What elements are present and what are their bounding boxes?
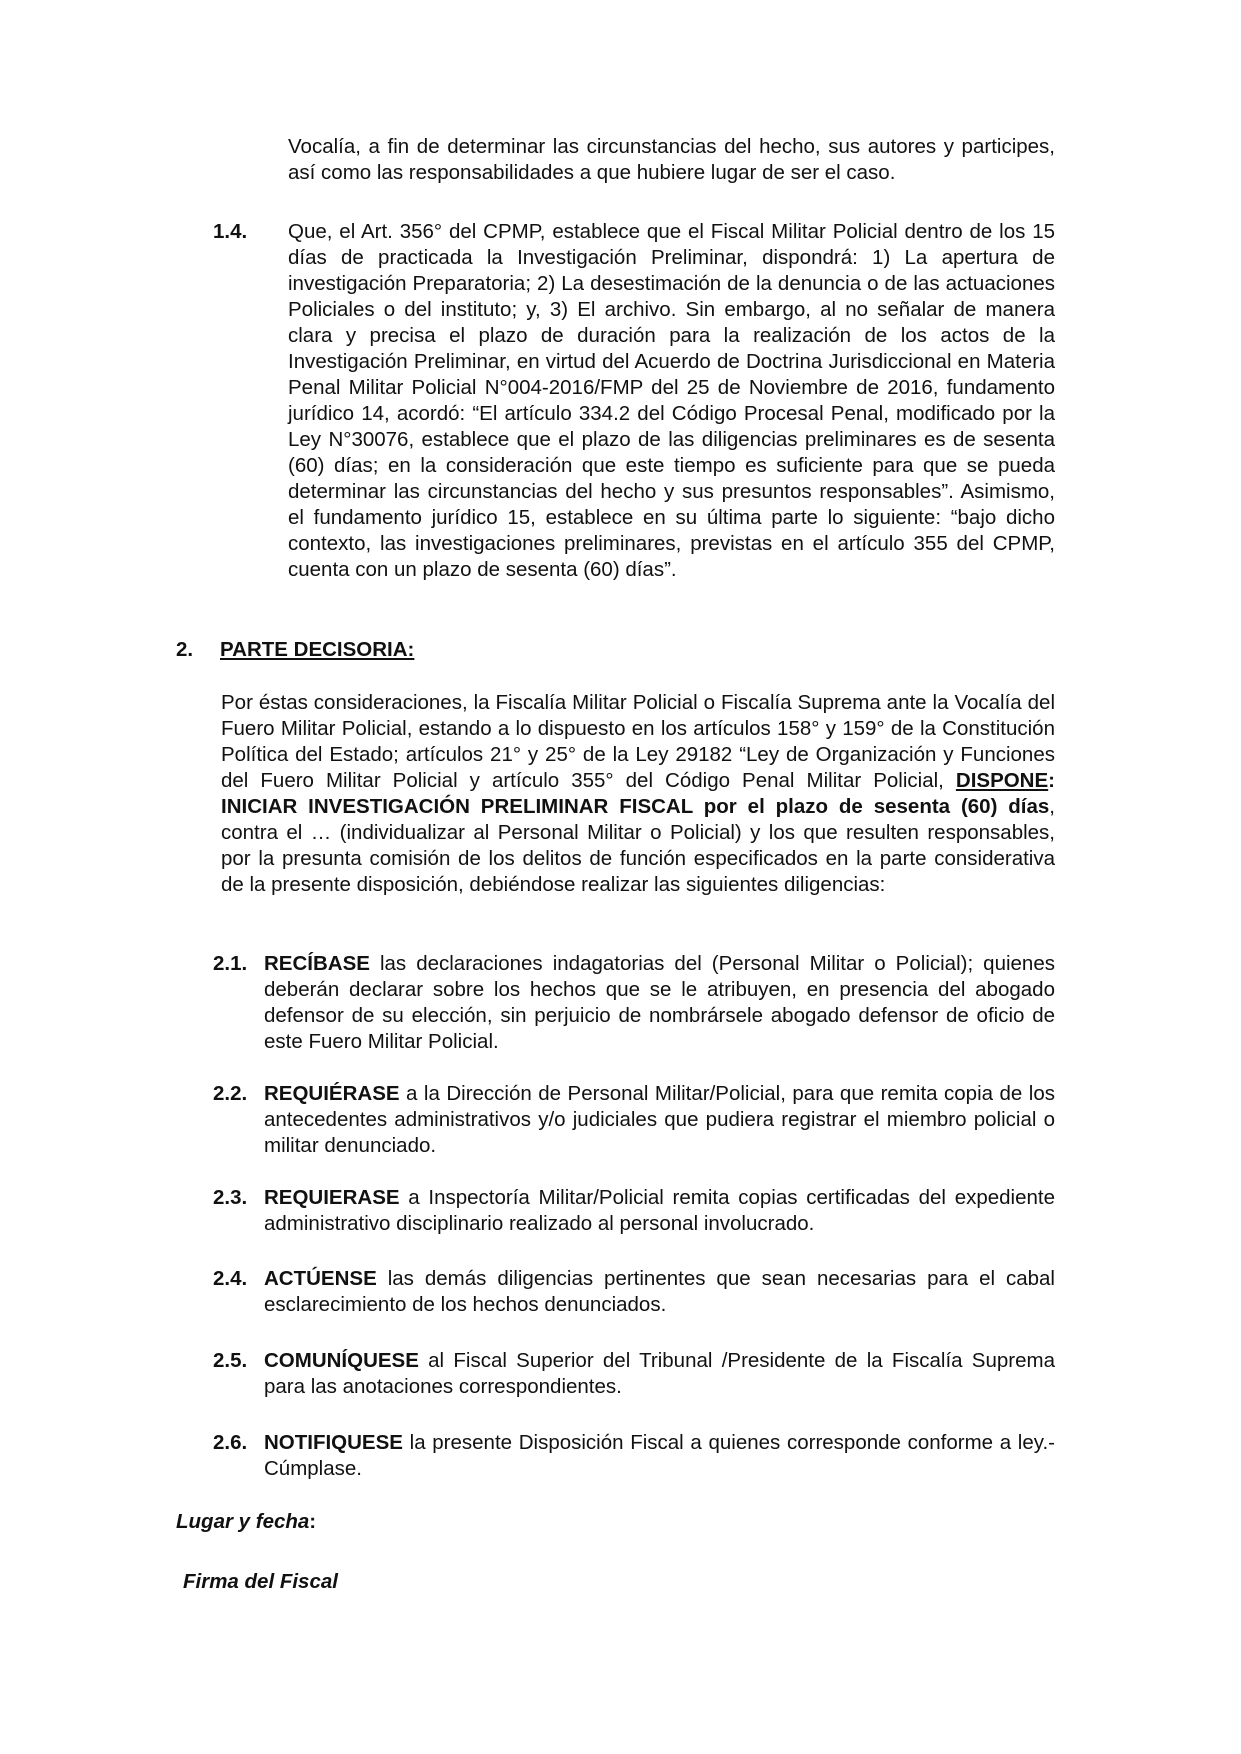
item-text	[264, 1266, 1055, 1318]
list-item-2-5	[213, 1348, 1055, 1400]
item-text: Que, el Art. 356° del CPMP, establece que el Fiscal Militar Policial dentro de los 15 días de practicada la Investigación Preliminar, dispondrá: 1) La apertura de investigación Preparatoria; 2) La desestimación de la denuncia o de las actuaciones Policiales o del instituto; y, 3) El archivo. Sin embargo, al no señalar de manera clara y precisa el plazo de duración para la realización de los actos de la Investigación Preliminar, en virtud del Acuerdo de Doctrina Jurisdiccional en Materia Penal Militar Policial N°004-2016/FMP del 25 de Noviembre de 2016, fundamento jurídico 14, acordó: “El artículo 334.2 del Código Procesal Penal, modificado por la Ley N°30076, establece que el plazo de las diligencias preliminares es de sesenta (60) días; en la consideración que este tiempo es suficiente para que se pueda determinar las circunstancias del hecho y sus presuntos responsables”. Asimismo, el fundamento jurídico 15, establece en su última parte lo siguiente: “bajo dicho contexto, las investigaciones preliminares, previstas en el artículo 355 del CPMP, cuenta con un plazo de sesenta (60) días”.	[288, 220, 1055, 581]
list-item-2-1	[213, 951, 1055, 1055]
item-number: 2.2.	[213, 1082, 248, 1105]
signature-label: Firma del Fiscal	[183, 1570, 338, 1593]
place-date-colon: :	[309, 1510, 317, 1533]
item-body: las declaraciones indagatorias del (Personal Militar o Policial); quienes deberán declarar sobre los hechos que se le atribuyen, en presencia del abogado defensor de su elección, sin perjuicio de nombrársele abogado defensor de oficio de este Fuero Militar Policial.	[264, 952, 1055, 1053]
item-number: 2.4.	[213, 1267, 248, 1290]
paragraph-text	[221, 690, 1055, 898]
item-body: las demás diligencias pertinentes que sean necesarias para el cabal esclarecimiento de los hechos denunciados.	[264, 1267, 1055, 1316]
item-keyword: REQUIERASE	[264, 1186, 400, 1209]
item-text	[264, 951, 1055, 1055]
item-keyword: ACTÚENSE	[264, 1267, 377, 1290]
paragraph-text: Vocalía, a fin de determinar las circunstancias del hecho, sus autores y participes, así como las responsabilidades a que hubiere lugar de ser el caso.	[288, 135, 1055, 184]
section-title: PARTE DECISORIA:	[220, 638, 415, 661]
item-number: 2.6.	[213, 1431, 248, 1454]
signature-line	[183, 1569, 583, 1595]
list-item-2-2	[213, 1081, 1055, 1159]
item-text	[264, 1430, 1055, 1482]
item-number: 1.4.	[213, 220, 248, 243]
item-body: a la Dirección de Personal Militar/Policial, para que remita copia de los antecedentes administrativos y/o judiciales que pudiera registrar el miembro policial o militar denunciado.	[264, 1082, 1055, 1157]
paragraph-end: , contra el … (individualizar al Personal Militar o Policial) y los que resulten responsables, por la presunta comisión de los delitos de función especificados en la parte considerativa de la presente disposición, debiéndose realizar las siguientes diligencias:	[221, 795, 1055, 896]
item-number: 2.3.	[213, 1186, 248, 1209]
list-item-2-4	[213, 1266, 1055, 1318]
decision-paragraph	[221, 690, 1055, 898]
item-number: 2.1.	[213, 952, 248, 975]
paragraph-start: Por éstas consideraciones, la Fiscalía Militar Policial o Fiscalía Suprema ante la Vocalía del Fuero Militar Policial, estando a lo dispuesto en los artículos 158° y 159° de la Constitución Política del Estado; artículos 21° y 25° de la Ley 29182 “Ley de Organización y Funciones del Fuero Militar Policial y artículo 355° del Código Penal Militar Policial,	[221, 691, 1055, 792]
continuation-paragraph	[288, 134, 1055, 186]
item-body: a Inspectoría Militar/Policial remita copias certificadas del expediente administrativo disciplinario realizado al personal involucrado.	[264, 1186, 1055, 1235]
item-keyword: NOTIFIQUESE	[264, 1431, 403, 1454]
list-item-2-3	[213, 1185, 1055, 1237]
item-text	[264, 1185, 1055, 1237]
place-date-label: Lugar y fecha	[176, 1510, 310, 1533]
item-body: la presente Disposición Fiscal a quienes corresponde conforme a ley.-Cúmplase.	[264, 1431, 1055, 1480]
list-item-2-6	[213, 1430, 1055, 1482]
item-text	[264, 1081, 1055, 1159]
item-keyword: RECÍBASE	[264, 952, 370, 975]
place-date-line	[176, 1509, 576, 1535]
list-item-1-4	[213, 219, 1055, 583]
section-number: 2.	[176, 638, 194, 661]
decision-text: : INICIAR INVESTIGACIÓN PRELIMINAR FISCAL por el plazo de sesenta (60) días	[221, 769, 1055, 818]
item-text	[264, 1348, 1055, 1400]
item-number: 2.5.	[213, 1349, 248, 1372]
item-body: al Fiscal Superior del Tribunal /Presidente de la Fiscalía Suprema para las anotaciones correspondientes.	[264, 1349, 1055, 1398]
item-keyword: REQUIÉRASE	[264, 1082, 400, 1105]
item-keyword: COMUNÍQUESE	[264, 1349, 419, 1372]
dispone-keyword: DISPONE	[955, 769, 1049, 792]
